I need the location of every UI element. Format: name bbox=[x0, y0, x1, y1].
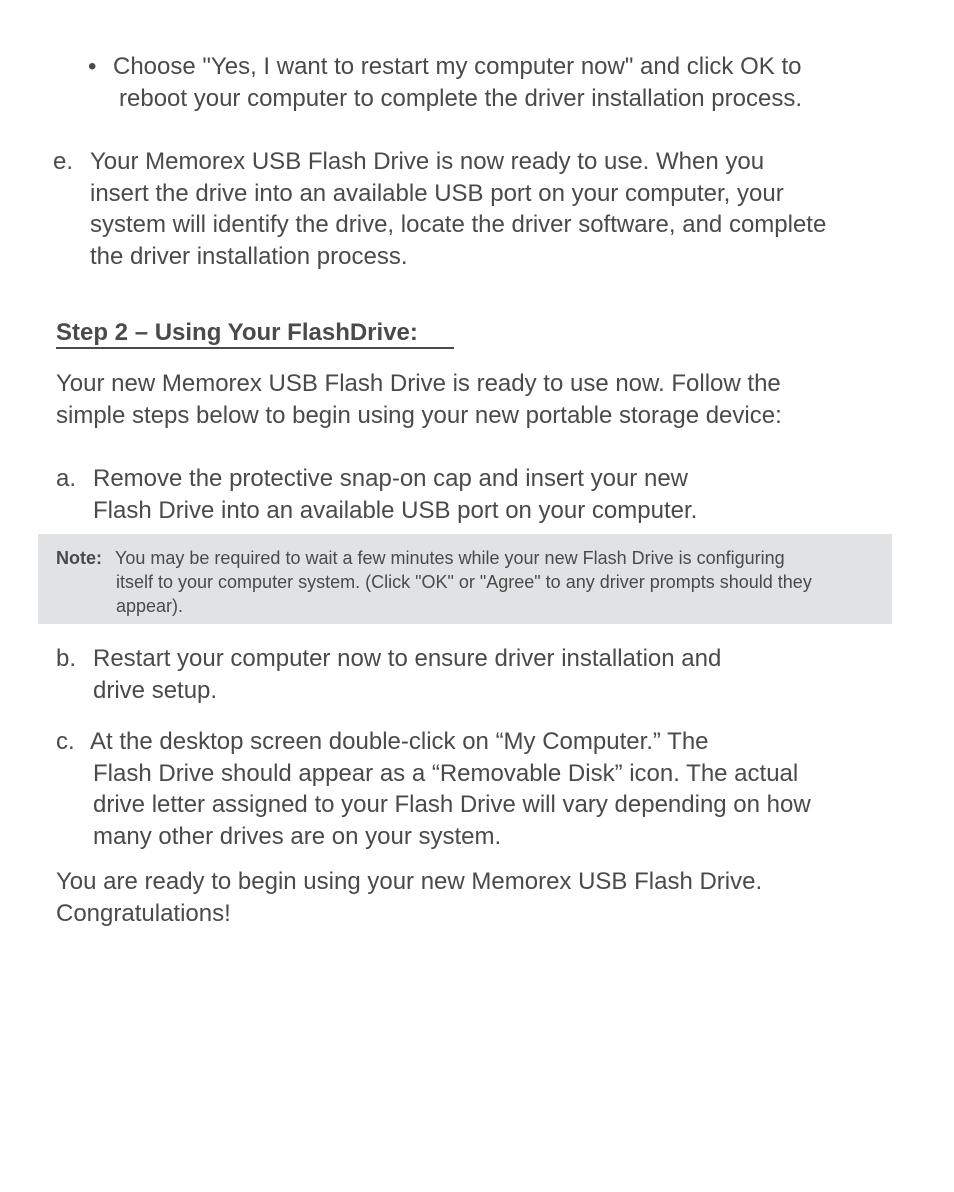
note-line-3: appear). bbox=[116, 596, 184, 616]
item-c-line-4: many other drives are on your system. bbox=[93, 822, 502, 850]
closing-line-1: You are ready to begin using your new Memorex USB Flash Drive. bbox=[56, 868, 763, 895]
bullet-icon: • bbox=[88, 53, 97, 80]
restart-bullet bbox=[88, 51, 908, 114]
list-item-b bbox=[56, 643, 916, 706]
closing-paragraph bbox=[56, 866, 916, 929]
heading-underline bbox=[56, 347, 454, 349]
note-line-2: itself to your computer system. (Click "OK" or "Agree" to any driver prompts should they bbox=[116, 572, 812, 592]
item-marker: e. bbox=[53, 148, 74, 175]
item-e-line-3: system will identify the drive, locate the driver software, and complete bbox=[90, 211, 827, 238]
note-line-1: You may be required to wait a few minutes while your new Flash Drive is configuring bbox=[115, 548, 785, 568]
item-a-line-1: Remove the protective snap-on cap and insert your new bbox=[93, 465, 688, 492]
item-e-line-1: Your Memorex USB Flash Drive is now ready to use. When you bbox=[90, 148, 765, 175]
list-item-e bbox=[53, 146, 913, 272]
item-a-line-2: Flash Drive into an available USB port on your computer. bbox=[93, 496, 698, 524]
item-b-line-1: Restart your computer now to ensure driver installation and bbox=[93, 645, 722, 672]
note-text bbox=[56, 546, 886, 618]
item-c-line-1: At the desktop screen double-click on “My Computer.” The bbox=[90, 728, 709, 755]
note-label: Note: bbox=[56, 548, 102, 568]
item-e-line-2: insert the drive into an available USB port on your computer, your bbox=[90, 179, 784, 207]
closing-line-2: Congratulations! bbox=[56, 899, 231, 927]
bullet-line-1: Choose "Yes, I want to restart my computer now" and click OK to bbox=[113, 53, 802, 80]
section-heading: Step 2 – Using Your FlashDrive: bbox=[56, 319, 418, 346]
item-c-line-3: drive letter assigned to your Flash Drive will vary depending on how bbox=[93, 791, 811, 818]
intro-line-2: simple steps below to begin using your new portable storage device: bbox=[56, 401, 782, 429]
item-b-line-2: drive setup. bbox=[93, 676, 218, 704]
intro-line-1: Your new Memorex USB Flash Drive is ready to use now. Follow the bbox=[56, 370, 781, 397]
list-item-c bbox=[56, 726, 916, 852]
intro-paragraph bbox=[56, 368, 916, 431]
list-item-a bbox=[56, 463, 916, 526]
item-marker: a. bbox=[56, 465, 77, 492]
item-c-line-2: Flash Drive should appear as a “Removable Disk” icon. The actual bbox=[93, 759, 799, 787]
item-marker: c. bbox=[56, 728, 75, 755]
item-e-line-4: the driver installation process. bbox=[90, 242, 408, 270]
item-marker: b. bbox=[56, 645, 77, 672]
bullet-line-2: reboot your computer to complete the driver installation process. bbox=[119, 84, 803, 112]
